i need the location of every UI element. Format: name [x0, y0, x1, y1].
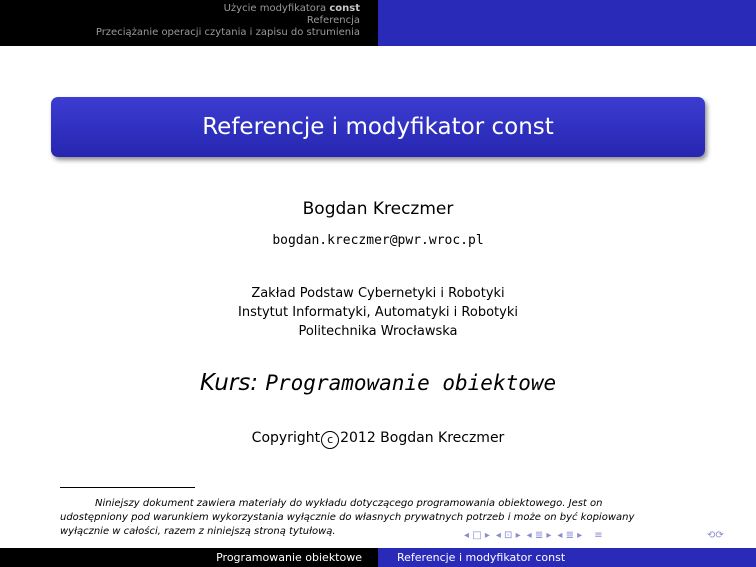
course-name: Programowanie obiektowe — [265, 371, 557, 395]
section-nav-icon-2[interactable]: ◂ ≣ ▸ — [557, 530, 583, 541]
nav-section-const-prefix: Użycie modyfikatora — [223, 3, 327, 14]
footer-title: Referencje i modyfikator const — [378, 548, 756, 567]
nav-section-const[interactable] — [0, 3, 360, 15]
institute-line: Politechnika Wrocławska — [298, 324, 458, 339]
copyright-icon: c — [321, 431, 339, 449]
nav-section-reference[interactable]: Referencja — [306, 15, 360, 26]
course-title — [0, 370, 756, 396]
search-back-forward-icon[interactable]: ⟲⟳ — [707, 530, 724, 541]
footer-course: Programowanie obiektowe — [0, 548, 378, 567]
beamer-navigation-symbols — [464, 529, 603, 543]
section-nav-icon[interactable]: ◂ ≣ ▸ — [526, 530, 552, 541]
frame-nav-icon[interactable]: ◂ □ ▸ — [464, 530, 490, 541]
slide-title: Referencje i modyfikator const — [51, 97, 705, 157]
footnote-rule — [60, 487, 195, 488]
institute-line: Instytut Informatyki, Automatyki i Robotyki — [238, 305, 518, 320]
author-email: bogdan.kreczmer@pwr.wroc.pl — [272, 233, 484, 248]
header-navigation — [0, 0, 378, 46]
author-name: Bogdan Kreczmer — [302, 199, 454, 219]
footnote-line: wyłącznie w całości, razem z niniejszą stroną tytułową. — [60, 526, 336, 537]
nav-section-const-bold: const — [329, 3, 360, 14]
copyright-prefix: Copyright — [251, 430, 321, 446]
copyright-notice — [0, 430, 756, 449]
footnote-line: Niniejszy dokument zawiera materiały do wykładu dotyczącego programowania obiektowego. Jest on — [95, 498, 603, 509]
footnote-line: udostępniony pod warunkiem wykorzystania wyłącznie do własnych prywatnych potrzeb i może on być kopiowany — [60, 512, 635, 523]
subsection-nav-icon[interactable]: ◂ ⊡ ▸ — [495, 530, 521, 541]
institute-line: Zakład Podstaw Cybernetyki i Robotyki — [251, 286, 505, 301]
nav-section-stream-overload[interactable]: Przeciążanie operacji czytania i zapisu do strumienia — [95, 27, 360, 38]
copyright-suffix: 2012 Bogdan Kreczmer — [340, 430, 505, 446]
course-label: Kurs: — [199, 370, 259, 396]
header-bar-right — [378, 0, 756, 46]
document-nav-icon[interactable]: ≡ — [594, 530, 603, 541]
